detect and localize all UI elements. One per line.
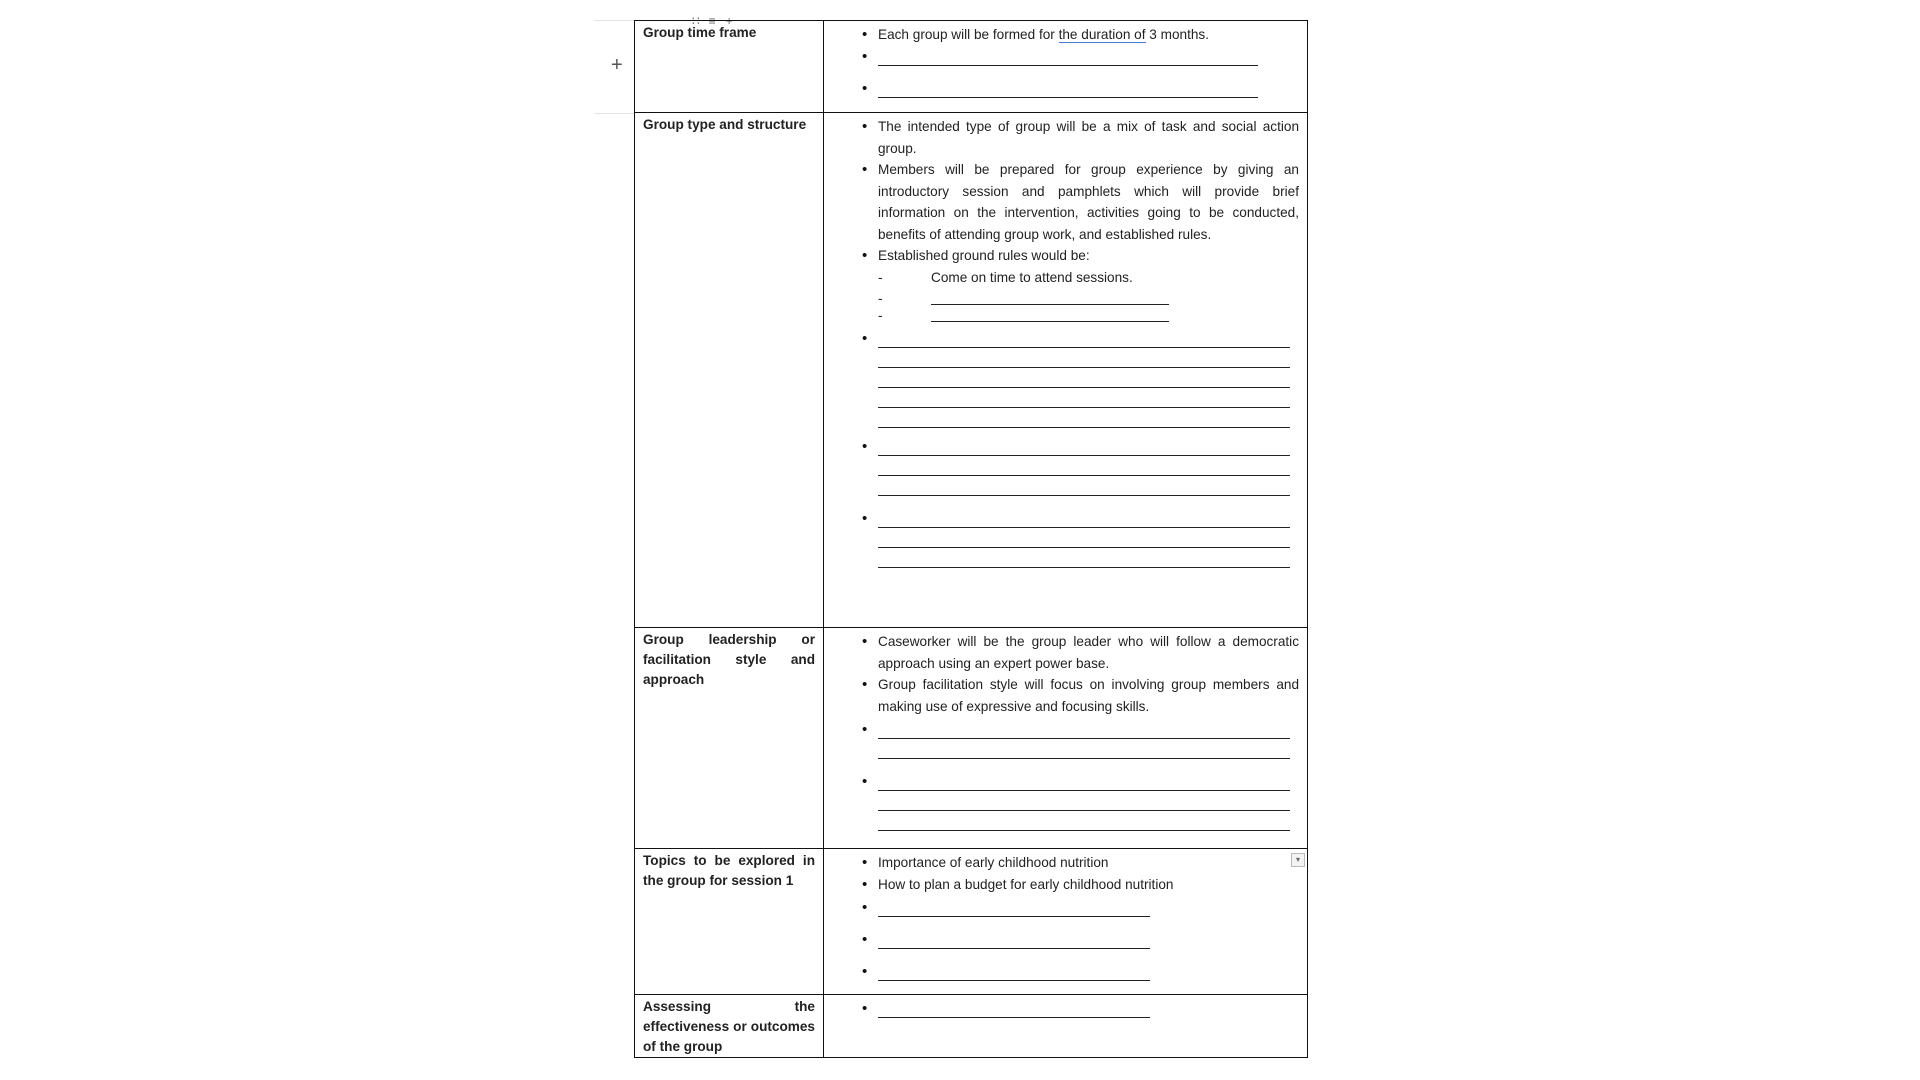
list-item-text: Each group will be formed for — [878, 27, 1059, 42]
drag-handle-icon[interactable]: ∷ — [692, 14, 699, 28]
blank-line[interactable] — [878, 719, 1290, 739]
row-content-cell[interactable] — [824, 995, 1308, 1058]
blank-line[interactable] — [878, 548, 1290, 568]
table-row — [635, 995, 1308, 1058]
blank-line[interactable] — [878, 388, 1290, 408]
bullet-list — [832, 998, 1299, 1018]
list-item — [832, 771, 1299, 831]
row-content-cell[interactable] — [824, 113, 1308, 628]
table-row — [635, 21, 1308, 113]
list-item: • How to plan a budget for early childhood nutrition — [832, 874, 1299, 896]
list-item-text: Established ground rules would be: — [878, 248, 1090, 263]
bullet-list — [832, 116, 1299, 568]
list-item — [832, 961, 1299, 981]
list-item: • Members will be prepared for group experience by giving an introductory session and pamphlets which will provide brief information on the intervention, activities going to be conducted, benefits of attending group work, and established rules. — [832, 159, 1299, 245]
list-item — [832, 245, 1299, 322]
blank-line[interactable] — [878, 328, 1290, 348]
list-item — [832, 508, 1299, 568]
bullet-list — [832, 24, 1299, 98]
table-row — [635, 849, 1308, 995]
spellcheck-underlined-text[interactable]: the duration of — [1058, 27, 1146, 42]
document-table — [634, 20, 1308, 1058]
row-label: Group leadership or facilitation style and approach — [643, 632, 815, 687]
blank-line[interactable] — [878, 897, 1150, 917]
list-item: • Caseworker will be the group leader who will follow a democratic approach using an expert power base. — [832, 631, 1299, 674]
blank-line[interactable] — [878, 929, 1150, 949]
blank-line[interactable] — [878, 528, 1290, 548]
row-label-cell[interactable] — [635, 995, 824, 1058]
row-label-cell[interactable] — [635, 849, 824, 995]
list-item: - Come on time to attend sessions. — [878, 267, 1299, 289]
blank-line[interactable] — [878, 456, 1290, 476]
row-label: Topics to be explored in the group for session 1 — [643, 853, 815, 888]
list-item — [832, 328, 1299, 428]
blank-line[interactable] — [878, 508, 1290, 528]
list-item — [832, 46, 1299, 66]
blank-line[interactable] — [878, 348, 1290, 368]
blank-line[interactable] — [878, 771, 1290, 791]
add-column-icon[interactable]: + — [725, 14, 733, 28]
list-item: • Group facilitation style will focus on involving group members and making use of expressive and focusing skills. — [832, 674, 1299, 717]
bullet-list — [832, 852, 1299, 981]
blank-line[interactable] — [878, 78, 1258, 98]
table-row — [635, 628, 1308, 849]
blank-line[interactable] — [878, 791, 1290, 811]
list-item — [832, 998, 1299, 1018]
row-content-cell[interactable] — [824, 21, 1308, 113]
list-item — [832, 436, 1299, 496]
blank-line[interactable] — [878, 408, 1290, 428]
list-item — [832, 24, 1299, 46]
list-item — [832, 929, 1299, 949]
blank-line[interactable] — [878, 961, 1150, 981]
dash-list — [878, 267, 1299, 323]
row-label-cell[interactable] — [635, 21, 824, 113]
blank-line[interactable] — [878, 368, 1290, 388]
dropdown-icon[interactable]: ▾ — [1291, 853, 1305, 867]
row-content-cell[interactable] — [824, 849, 1308, 995]
list-item — [832, 897, 1299, 917]
blank-line[interactable] — [931, 305, 1169, 322]
sort-icon[interactable]: ≡ — [708, 14, 716, 28]
blank-line[interactable] — [878, 739, 1290, 759]
row-label: Assessing the effectiveness or outcomes of the group — [643, 999, 815, 1054]
blank-line[interactable] — [878, 998, 1150, 1018]
row-label-cell[interactable] — [635, 113, 824, 628]
list-item — [878, 288, 1299, 305]
list-item: • Importance of early childhood nutrition — [832, 852, 1299, 874]
blank-line[interactable] — [931, 288, 1169, 305]
list-item — [832, 719, 1299, 759]
row-content-cell[interactable] — [824, 628, 1308, 849]
blank-line[interactable] — [878, 436, 1290, 456]
list-item — [832, 78, 1299, 98]
add-row-icon[interactable]: + — [611, 54, 623, 76]
blank-line[interactable] — [878, 46, 1258, 66]
list-item-text: 3 months. — [1145, 27, 1209, 42]
bullet-list — [832, 631, 1299, 831]
blank-line[interactable] — [878, 476, 1290, 496]
table-row — [635, 113, 1308, 628]
row-label-cell[interactable] — [635, 628, 824, 849]
list-item: • The intended type of group will be a mix of task and social action group. — [832, 116, 1299, 159]
blank-line[interactable] — [878, 811, 1290, 831]
row-label: Group type and structure — [643, 117, 807, 132]
list-item — [878, 305, 1299, 322]
row-label: Group time frame — [643, 25, 757, 40]
